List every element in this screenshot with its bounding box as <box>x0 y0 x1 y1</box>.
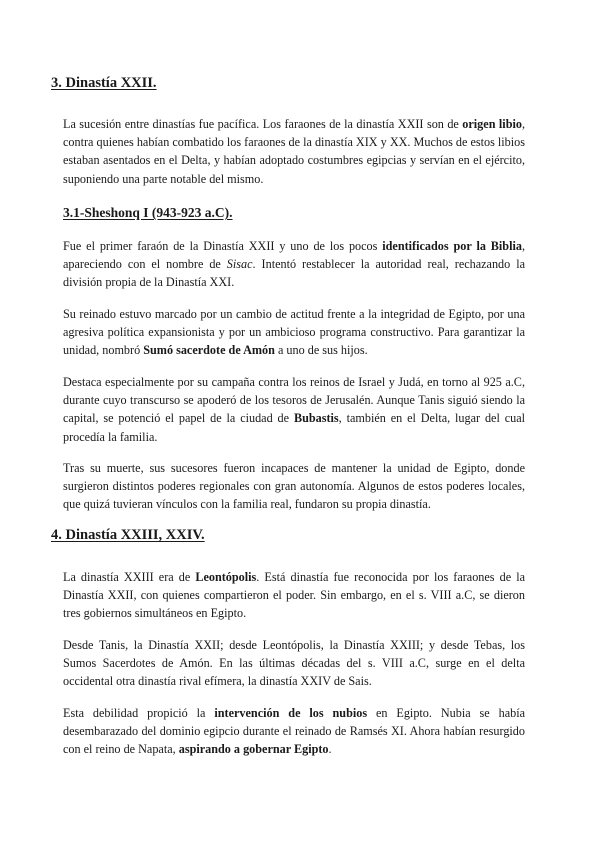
text-run: . Intentó restablecer la autoridad real, rechazando la división propia de la Dinastía XXI. <box>63 257 525 290</box>
text-run: Desde Tanis, la Dinastía XXII; desde Leontópolis, la Dinastía XXIII; y desde Tebas, los Sumos Sacerdotes de Amón. En las últimas décadas del s. VIII a.C, surge en el delta occidental otra dinastía rival efímera, la dinastía XXIV de Sais. <box>63 638 525 689</box>
paragraph-desde-tanis <box>63 636 525 691</box>
bold-bubastis: Bubastis <box>293 411 339 426</box>
text-run: La dinastía XXIII era de <box>63 570 196 584</box>
text-run: Su reinado estuvo marcado por un cambio de actitud frente a la integridad de Egipto, por una agresiva política expansionista y por un ambicioso programa constructivo. Para garantizar la unidad, nombró <box>63 307 525 358</box>
bold-identificados-biblia: identificados por la Biblia <box>382 239 522 253</box>
text-run: Esta debilidad propició la <box>63 706 215 720</box>
paragraph-debilidad <box>63 704 525 759</box>
paragraph-leontopolis <box>63 568 525 623</box>
paragraph-sucesion <box>63 115 525 188</box>
text-run: Tras su muerte, sus sucesores fueron incapaces de mantener la unidad de Egipto, donde surgieron distintos poderes regionales con gran autonomía. Algunos de estos poderes locales, que quizá tuvieran vínculos con la familia real, fundaron su propia dinastía. <box>63 461 525 512</box>
text-run: , también en el Delta, lugar del cual procedía la familia. <box>63 411 525 444</box>
text-run: en Egipto. Nubia se había desembarazado del dominio egipcio durante el reinado de Ramsés XI. Ahora habían resurgido con el reino de Napata, <box>63 706 525 757</box>
paragraph-campana <box>63 373 525 446</box>
text-run: , apareciendo con el nombre de <box>63 239 526 272</box>
italic-sisac: Sisac <box>226 257 253 272</box>
text-run: Destaca especialmente por su campaña contra los reinos de Israel y Judá, en torno al 925 a.C, durante cuyo transcurso se apoderó de los tesoros de Jerusalén. Aunque Tanis siguió siendo la capital, se potenció el papel de la ciudad de <box>63 375 525 426</box>
paragraph-primer-faraon <box>63 237 525 292</box>
bold-aspirando-gobernar: aspirando a gobernar Egipto <box>178 742 329 757</box>
paragraph-reinado <box>63 305 525 360</box>
bold-leontopolis: Leontópolis <box>195 570 257 584</box>
text-run: . Está dinastía fue reconocida por los faraones de la Dinastía XXII, con quienes compartieron el poder. Sin embargo, en el s. VIII a.C, se dieron tres gobiernos simultáneos en Egipto. <box>63 570 526 621</box>
text-run: Fue el primer faraón de la Dinastía XXII y uno de los pocos <box>63 239 383 253</box>
text-run: La sucesión entre dinastías fue pacífica. Los faraones de la dinastía XXII son de <box>63 117 463 131</box>
paragraph-tras-su-muerte <box>63 459 525 514</box>
text-run: , contra quienes habían combatido los faraones de la dinastía XIX y XX. Muchos de estos libios estaban asentados en el Delta, y habían adoptado costumbres egipcias y servían en el ejército, suponiendo una parte notable del mismo. <box>63 117 525 186</box>
heading-sheshonq: 3.1-Sheshonq I (943-923 a.C). <box>63 205 233 220</box>
text-run: a uno de sus hijos. <box>274 343 368 358</box>
bold-intervencion-nubios: intervención de los nubios <box>214 706 368 720</box>
bold-origen-libio: origen libio <box>462 117 522 131</box>
bold-sumo-sacerdote: Sumó sacerdote de Amón <box>143 343 275 358</box>
heading-dinastia-xxii: 3. Dinastía XXII. <box>51 75 157 91</box>
text-run: . <box>328 742 332 757</box>
heading-dinastia-xxiii-xxiv: 4. Dinastía XXIII, XXIV. <box>51 527 205 543</box>
